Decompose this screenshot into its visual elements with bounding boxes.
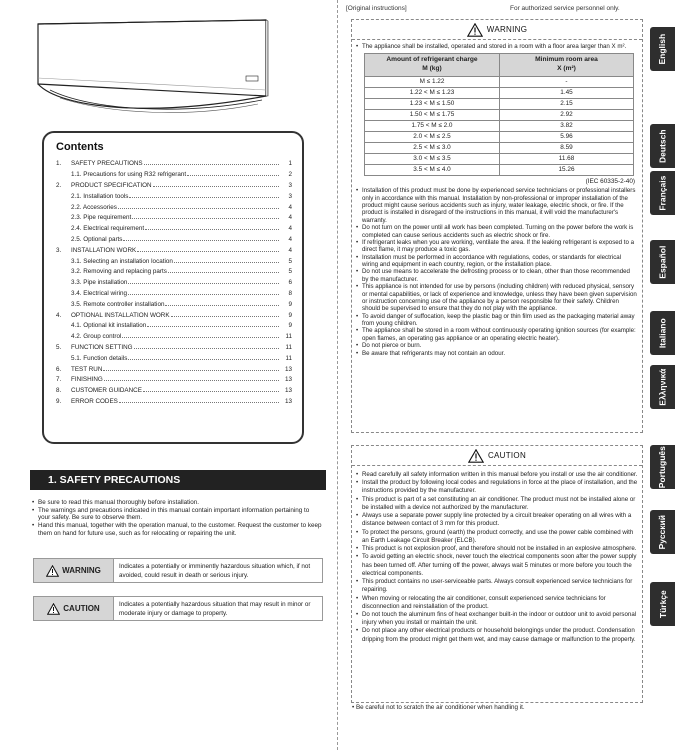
toc-item[interactable] (56, 181, 292, 192)
list-item: • The warnings and precautions indicated in this manual contain important information pertaining to your safety. Be sure to observe them. (32, 507, 322, 522)
toc-page-number: 5 (288, 268, 292, 276)
air-conditioner-illustration (30, 18, 270, 123)
toc-label: 2.2. Accessories (71, 203, 117, 211)
toc-number: 1. (56, 160, 62, 168)
toc-leader (123, 240, 279, 241)
toc-item[interactable] (56, 354, 292, 365)
toc-label: 4.1. Optional kit installation (71, 322, 147, 330)
table-row (365, 131, 634, 142)
toc-item[interactable] (56, 311, 292, 322)
room-area-cell: 2.15 (500, 98, 634, 109)
toc-item[interactable] (56, 397, 292, 408)
toc-item[interactable] (56, 192, 292, 203)
room-area-cell: 8.59 (500, 142, 634, 153)
toc-leader (132, 218, 279, 219)
toc-label: 3.3. Pipe installation (71, 279, 128, 287)
caution-box-title: CAUTION (352, 446, 642, 466)
toc-item[interactable] (56, 246, 292, 257)
language-tab[interactable] (650, 510, 675, 554)
toc-item[interactable] (56, 235, 292, 246)
charge-cell: 3.5 < M ≤ 4.0 (365, 164, 500, 175)
toc-leader (118, 208, 279, 209)
toc-page-number: 13 (284, 397, 292, 405)
toc-page-number: 9 (288, 322, 292, 330)
warning-list (356, 187, 638, 357)
toc-leader (168, 272, 279, 273)
toc-number: 7. (56, 376, 62, 384)
toc-label: FINISHING (71, 376, 103, 384)
toc-leader (137, 251, 279, 252)
language-tab-label: Português (657, 445, 668, 489)
language-tab-label: Deutsch (657, 129, 668, 163)
toc-page-number: 6 (288, 279, 292, 287)
list-item: • Always use a separate power supply line protected by a circuit breaker operating on all wires with a distance between contact of 3 mm for this product. (356, 512, 638, 528)
language-tab-label: English (657, 33, 668, 65)
toc-page-number: 13 (284, 365, 292, 373)
table-row (365, 142, 634, 153)
list-item: • Install the product by following local codes and regulations in force at the place of installation, and the instructions provided by the manufacturer. (356, 479, 638, 495)
list-item: • To avoid getting an electric shock, never touch the electrical components soon after the power supply has been turned off. After turning off the power, always wait 5 minutes or more before you touch the electrical components. (356, 553, 638, 578)
language-tab[interactable] (650, 171, 675, 215)
charge-cell: 1.50 < M ≤ 1.75 (365, 109, 500, 120)
legend-warning-label: WARNING (34, 559, 114, 582)
table-row (365, 98, 634, 109)
language-tab[interactable] (650, 240, 675, 284)
legend-warning-text: Indicates a potentially or imminently hazardous situation which, if not avoided, could result in death or serious injury. (119, 563, 311, 579)
table-row (365, 87, 634, 98)
toc-label: 3.5. Remote controller installation (71, 300, 165, 308)
warning-box-title: WARNING (352, 20, 642, 40)
toc-page-number: 9 (288, 311, 292, 319)
table-row (365, 76, 634, 87)
toc-leader (187, 175, 279, 176)
language-tab-label: Ελληνικά (657, 368, 668, 406)
toc-item[interactable] (56, 203, 292, 214)
list-item: • When moving or relocating the air conditioner, consult experienced service technicians for disconnection and reinstallation of the product. (356, 595, 638, 611)
caution-triangle-icon (468, 449, 484, 463)
list-item: • Hand this manual, together with the operation manual, to the customer. Request the customer to keep them on hand for future use, such as for relocating or repairing the unit. (32, 522, 322, 537)
language-tab[interactable] (650, 582, 675, 626)
charge-cell: M ≤ 1.22 (365, 76, 500, 87)
charge-cell: 1.23 < M ≤ 1.50 (365, 98, 500, 109)
toc-leader (144, 164, 279, 165)
list-item: • Do not place any other electrical products or household belongings under the product. Condensation dripping from the product might get them wet, and may cause damage or malfunction to the property. (356, 627, 638, 643)
list-item: • Read carefully all safety information written in this manual before you install or use the air conditioner. (356, 471, 638, 479)
toc-label: TEST RUN (71, 365, 103, 373)
list-item: • If refrigerant leaks when you are working, ventilate the area. If the leaking refrigerant is exposed to a direct flame, it may produce a toxic gas. (356, 239, 638, 254)
toc-item[interactable] (56, 159, 292, 170)
warning-triangle-icon (46, 565, 59, 577)
toc-label: 5.1. Function details (71, 354, 128, 362)
table-row (365, 120, 634, 131)
toc-page-number: 11 (285, 333, 292, 341)
table-header-charge: Amount of refrigerant charge M (kg) (365, 54, 500, 76)
original-instructions-label: [Original instructions] (346, 5, 407, 12)
room-area-cell: 15.26 (500, 164, 634, 175)
toc-number: 5. (56, 343, 62, 351)
contents-box (42, 131, 304, 444)
toc-page-number: 11 (285, 343, 292, 351)
toc-page-number: 8 (288, 289, 292, 297)
charge-cell: 1.22 < M ≤ 1.23 (365, 87, 500, 98)
list-item: • Do not touch the aluminum fins of heat exchanger built-in the indoor or outdoor unit to avoid personal injury when you install or maintain the unit. (356, 611, 638, 627)
language-tab-label: Français (657, 175, 668, 211)
toc-page-number: 3 (288, 182, 292, 189)
scratch-note: • Be careful not to scratch the air conditioner when handling it. (352, 704, 525, 711)
toc-item[interactable] (56, 278, 292, 289)
list-item: • This appliance is not intended for use by persons (including children) with reduced physical, sensory or mental capabilities, or lack of experience and knowledge, unless they have been given supervision or instruction concerning use of the appliance by a person responsible for their safety. Children should be supervised to ensure that they do not play with the appliance. (356, 283, 638, 313)
toc-label: 3.4. Electrical wiring (71, 289, 127, 297)
toc-leader (128, 359, 279, 360)
charge-cell: 1.75 < M ≤ 2.0 (365, 120, 500, 131)
toc-page-number: 9 (288, 300, 292, 308)
list-item: • Installation of this product must be done by experienced service technicians or professional installers only in accordance with this manual. Installation by non-professional or improper installation of the product might cause serious accidents such as injury, water leakage, electric shock, or fire. If the product is installed in disregard of the instructions in this manual, it will void the manufacturer's warranty. (356, 187, 638, 224)
toc-label: ERROR CODES (71, 397, 118, 405)
toc-item[interactable] (56, 267, 292, 278)
toc-item[interactable] (56, 213, 292, 224)
toc-number: 9. (56, 397, 62, 405)
toc-item[interactable] (56, 321, 292, 332)
toc-label: 3.1. Selecting an installation location (71, 257, 173, 265)
language-tab[interactable] (650, 311, 675, 355)
refrigerant-table (364, 53, 634, 175)
room-area-cell: - (500, 76, 634, 87)
table-row (365, 164, 634, 175)
toc-label: PRODUCT SPECIFICATION (71, 182, 152, 189)
table-header-room-area: Minimum room area X (m²) (500, 54, 634, 76)
iec-note: (IEC 60335-2-40) (585, 177, 635, 185)
toc-item[interactable] (56, 170, 292, 181)
list-item: • This product is not explosion proof, and therefore should not be installed in an explosive atmosphere. (356, 545, 638, 553)
toc-item[interactable] (56, 332, 292, 343)
toc-leader (145, 229, 279, 230)
toc-label: 2.5. Optional parts (71, 235, 123, 243)
language-tab-label: Español (657, 245, 668, 279)
legend-caution-label: CAUTION (34, 597, 114, 620)
toc-page-number: 2 (288, 171, 292, 179)
toc-item[interactable] (56, 300, 292, 311)
toc-leader (153, 186, 279, 187)
language-tab[interactable] (650, 445, 675, 489)
toc-item[interactable] (56, 365, 292, 376)
table-row (365, 153, 634, 164)
toc-leader (122, 337, 279, 338)
toc-number: 3. (56, 246, 62, 254)
table-of-contents (56, 159, 292, 407)
toc-number: 4. (56, 311, 62, 319)
list-item: • This product contains no user-serviceable parts. Always consult experienced service technicians for repairing. (356, 578, 638, 594)
toc-page-number: 4 (288, 214, 292, 222)
toc-label: 2.4. Electrical requirement (71, 225, 145, 233)
room-area-cell: 5.96 (500, 131, 634, 142)
toc-label: 1.1. Precautions for using R32 refrigerant (71, 171, 187, 179)
caution-list (356, 471, 638, 644)
warning-box (351, 19, 643, 433)
legend-caution-text: Indicates a potentially hazardous situation that may result in minor or moderate injury or damage to property. (119, 601, 311, 617)
intro-list (32, 499, 322, 537)
list-item: • Do not pierce or burn. (356, 342, 638, 349)
toc-leader (134, 348, 279, 349)
room-area-cell: 2.92 (500, 109, 634, 120)
list-item: • Do not use means to accelerate the defrosting process or to clean, other than those recommended by the manufacturer. (356, 268, 638, 283)
list-item: • Do not turn on the power until all work has been completed. Turning on the power before the work is completed can cause serious accidents such as electric shock or fire. (356, 224, 638, 239)
toc-item[interactable] (56, 224, 292, 235)
toc-leader (165, 305, 279, 306)
legend-caution (33, 596, 323, 621)
legend-warning (33, 558, 323, 583)
toc-page-number: 5 (288, 257, 292, 265)
room-area-cell: 3.82 (500, 120, 634, 131)
toc-label: 3.2. Removing and replacing parts (71, 268, 167, 276)
toc-page-number: 4 (288, 235, 292, 243)
warning-triangle-icon (467, 23, 483, 37)
list-item: • Be aware that refrigerants may not contain an odour. (356, 350, 638, 357)
room-area-cell: 11.68 (500, 153, 634, 164)
toc-page-number: 1 (288, 160, 292, 168)
toc-leader (143, 391, 279, 392)
table-row (365, 109, 634, 120)
toc-number: 6. (56, 365, 62, 373)
toc-leader (104, 380, 279, 381)
toc-label: CUSTOMER GUIDANCE (71, 387, 142, 395)
list-item: • To protect the persons, ground (earth) the product correctly, and use the power cable combined with an Earth Leakage Circuit Breaker (ELCB). (356, 529, 638, 545)
toc-leader (174, 262, 279, 263)
section-title-safety-precautions: 1. SAFETY PRECAUTIONS (30, 470, 326, 490)
toc-page-number: 4 (288, 203, 292, 211)
caution-box (351, 445, 643, 703)
caution-triangle-icon (47, 603, 60, 615)
toc-label: FUNCTION SETTING (71, 343, 133, 351)
toc-number: 2. (56, 182, 62, 189)
toc-page-number: 3 (288, 192, 292, 200)
toc-page-number: 13 (284, 376, 292, 384)
toc-page-number: 4 (288, 246, 292, 254)
toc-label: SAFETY PRECAUTIONS (71, 160, 143, 168)
toc-page-number: 4 (288, 225, 292, 233)
toc-page-number: 13 (284, 387, 292, 395)
language-tab[interactable] (650, 365, 675, 409)
language-tab-label: Русский (657, 514, 668, 550)
toc-leader (147, 326, 279, 327)
toc-label: 2.3. Pipe requirement (71, 214, 132, 222)
toc-item[interactable] (56, 375, 292, 386)
toc-item[interactable] (56, 386, 292, 397)
toc-label: INSTALLATION WORK (71, 246, 137, 254)
language-tab-label: Italiano (657, 318, 668, 348)
list-item: • This product is part of a set constituting an air conditioner. The product must not be installed alone or be installed with a device not authorized by the manufacturer. (356, 496, 638, 512)
language-tab-label: Türkçe (657, 590, 668, 618)
language-tab[interactable] (650, 27, 675, 71)
charge-cell: 3.0 < M ≤ 3.5 (365, 153, 500, 164)
toc-label: 2.1. Installation tools (71, 192, 129, 200)
toc-leader (128, 283, 279, 284)
contents-title: Contents (56, 141, 104, 153)
room-area-cell: 1.45 (500, 87, 634, 98)
authorized-personnel-note: For authorized service personnel only. (510, 5, 620, 12)
toc-leader (128, 294, 279, 295)
toc-leader (171, 316, 279, 317)
toc-page-number: 11 (285, 354, 292, 362)
charge-cell: 2.5 < M ≤ 3.0 (365, 142, 500, 153)
toc-item[interactable] (56, 289, 292, 300)
toc-leader (103, 370, 279, 371)
toc-leader (119, 402, 279, 403)
list-item: • Installation must be performed in accordance with regulations, codes, or standards for electrical wiring and equipment in each country, region, or the installation place. (356, 254, 638, 269)
toc-item[interactable] (56, 343, 292, 354)
toc-label: 4.2. Group control (71, 333, 122, 341)
toc-item[interactable] (56, 257, 292, 268)
column-divider (337, 0, 338, 750)
floor-area-note: • The appliance shall be installed, operated and stored in a room with a floor area larger than X m². (356, 43, 638, 50)
list-item: • Be sure to read this manual thoroughly before installation. (32, 499, 322, 507)
language-tab[interactable] (650, 124, 675, 168)
charge-cell: 2.0 < M ≤ 2.5 (365, 131, 500, 142)
toc-leader (129, 197, 279, 198)
list-item: • The appliance shall be stored in a room without continuously operating ignition sources (for example: open flames, an operating gas appliance or an operating electric heater). (356, 327, 638, 342)
list-item: • To avoid danger of suffocation, keep the plastic bag or thin film used as the packaging material away from young children. (356, 313, 638, 328)
toc-number: 8. (56, 387, 62, 395)
toc-label: OPTIONAL INSTALLATION WORK (71, 311, 170, 319)
